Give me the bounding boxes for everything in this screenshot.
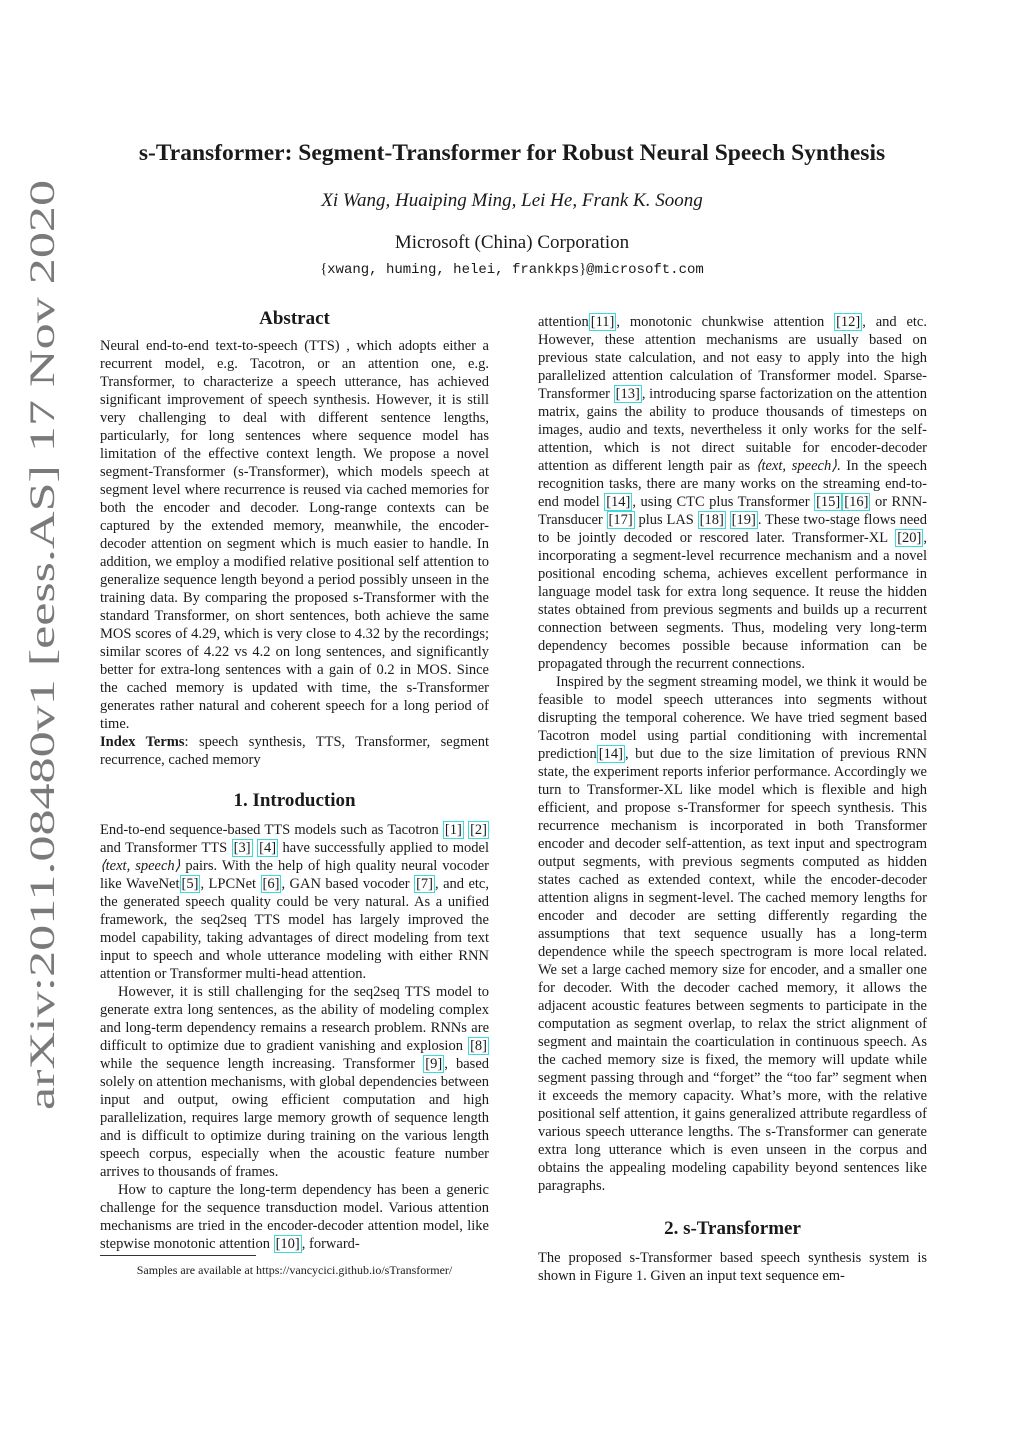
email-domain: @microsoft.com — [586, 262, 704, 278]
author-emails — [0, 259, 1024, 280]
citation-link[interactable]: [10] — [275, 1236, 300, 1252]
introduction-heading: 1. Introduction — [233, 790, 356, 811]
citation-link[interactable]: [16] — [844, 494, 869, 510]
intro-paragraph-2: However, it is still challenging for the seq2seq TTS model to generate extra long sentences, as the ability of modeling complex and long-term dependency remains a research problem. RNNs are difficult to optimize due to gradient vanishing and explosion [8] while the sequence length increasing. Transformer [9] , based solely on attention mechanisms, with global dependencies between input and output, owing efficient computation and high parallelization, requires large memory growth of sequence length and is difficult to optimize during training on the various length speech corpus, especially when the acoustic feature number arrives to thousands of frames. — [100, 984, 490, 1180]
citation-link[interactable]: [19] — [731, 512, 756, 528]
citation-link[interactable]: [12] — [836, 314, 861, 330]
citation-link[interactable]: [15] — [816, 494, 841, 510]
paper-authors: Xi Wang, Huaiping Ming, Lei He, Frank K. Soong — [321, 190, 703, 211]
citation-link[interactable]: [8] — [470, 1038, 487, 1054]
citation-link[interactable]: [14] — [606, 494, 631, 510]
right-column — [538, 313, 927, 1285]
footnote-samples-url: Samples are available at https://vancycici.github.io/sTransformer/ — [136, 1263, 453, 1277]
email-brace-close: } — [579, 261, 587, 277]
citation-link[interactable]: [18] — [699, 512, 724, 528]
s-transformer-heading: 2. s-Transformer — [664, 1218, 801, 1239]
citation-link[interactable]: [14] — [598, 746, 623, 762]
citation-link[interactable]: [2] — [470, 822, 487, 838]
citation-link[interactable]: [7] — [416, 876, 433, 892]
index-terms-text: : speech synthesis, TTS, Transformer, segment recurrence, cached memory — [100, 734, 489, 768]
paper-affiliation: Microsoft (China) Corporation — [394, 232, 630, 253]
s-transformer-paragraph-1: The proposed s-Transformer based speech synthesis system is shown in Figure 1. Given an input text sequence em- — [538, 1250, 927, 1284]
intro-paragraph-5: Inspired by the segment streaming model, we think it would be feasible to model speech utterances into segments without disrupting the temporal coherence. We have tried segment based Tacotron model using partial conditioning with incremental prediction [14] , but due to the size limitation of previous RNN state, the experiment reports inferior performance. Accordingly we turn to Transformer-XL like model which is flexible and high efficient, and propose s-Transformer for speech synthesis. This recurrence mechanism is incorporated in both Transformer encoder and decoder self-attention, as text input and spectrogram output segments, with previous segments computed as hidden states cached as extended context, while the encoder-decoder attention aligns in segment-level. The cached memory lengths for encoder and decoder are setting differently regarding the assumptions that text sequence usually has a long-term dependence while the speech spectrogram is more local related. We set a large cached memory size for encoder, and a smaller one for decoder. With the decoder cached memory, it allows the adjacent acoustic features between segments to participate in the computation as segment overlap, to relax the strict alignment of segment and maintain the coarticulation in continuous speech. As the cached memory size is fixed, the memory will update while segment passing through and “forget” the “too far” segment when it exceeds the memory capacity. What’s more, with the relative positional self attention, it gains generalized attribute regardless of various speech utterance lengths. The s-Transformer can generate extra long utterance which is even unseen in the corpus and obtains the appealing modeling capability beyond sentences like paragraphs. — [538, 674, 927, 1194]
index-terms-label: Index Terms — [100, 734, 185, 750]
citation-link[interactable]: [20] — [897, 530, 922, 546]
abstract-heading: Abstract — [259, 308, 330, 329]
arxiv-identifier-stamp — [14, 180, 70, 1110]
footnote-rule — [100, 1255, 256, 1256]
left-column — [100, 305, 489, 1253]
citation-link[interactable]: [1] — [444, 822, 462, 838]
abstract-text: Neural end-to-end text-to-speech (TTS) , which adopts either a recurrent model, e.g. Tacotron, or an attention one, e.g. Transformer, to characterize a speech utterance, has achieved significant improvement of speech synthesis. However, it is still very challenging to deal with different sentence lengths, particularly, for long sentences where sequence model has limitation of the effective context length. We propose a novel segment-Transformer (s-Transformer), which models speech at segment level where recurrence is reused via cached memories for both the encoder and decoder. Long-range contexts can be captured by the extended memory, meanwhile, the encoder-decoder attention on segment which is much easier to handle. In addition, we employ a modified relative positional self attention to generalize sequence length beyond a period possibly unseen in the training data. By comparing the proposed s-Transformer with the standard Transformer, on short sentences, both achieve the same MOS scores of 4.29, which is very close to 4.32 by the recordings; similar scores of 4.22 vs 4.2 on long sentences, and significantly better for extra-long sentences with a gain of 0.2 in MOS. Since the cached memory is updated with time, the s-Transformer generates rather natural and coherent speech for a long period of time. — [100, 338, 489, 732]
arxiv-stamp-text: arXiv:2011.08480v1 [eess.AS] 17 Nov 2020 — [22, 467, 62, 1110]
math-text-speech-pair: ⟨text, speech⟩ — [755, 458, 837, 474]
citation-link[interactable]: [13] — [615, 386, 640, 402]
citation-link[interactable]: [11] — [590, 314, 615, 330]
citation-link[interactable]: [4] — [259, 840, 277, 856]
paper-title: s-Transformer: Segment-Transformer for Robust Neural Speech Synthesis — [138, 140, 886, 166]
citation-link[interactable]: [5] — [181, 876, 199, 892]
email-brace-open: { — [320, 261, 328, 277]
intro-paragraph-4: attention [11] , monotonic chunkwise attention [12] , and etc. However, these attention mechanisms are usually based on previous state calculation, and not easy to apply into the high parallelized attention calculation of Transformer model. Sparse-Transformer [13] , introducing sparse factorization on the attention matrix, gains the ability to produce thousands of timesteps on images, audio and texts, nevertheless it only works for the self-attention, which is not direct suitable for encoder-decoder attention as different length pair as ⟨text, speech⟩. In the speech recognition tasks, there are many works on the streaming end-to-end model [14] , using CTC plus Transformer [15] [16] or RNN-Transducer [17] plus LAS [18] [19] . These two-stage flows need to be jointly decoded or rescored later. Transformer-XL [20] , incorporating a segment-level recurrence mechanism and a novel positional encoding schema, achieves excellent performance in language model task for extra long sequence. It reuse the hidden states obtained from previous segments and builds up a recurrent connection between segments. Thus, modeling very long-term dependency becomes possible because information can be propagated through the recurrent connections. — [538, 314, 927, 672]
math-text-speech-pair: ⟨text, speech⟩ — [100, 858, 181, 874]
citation-link[interactable]: [9] — [425, 1056, 443, 1072]
citation-link[interactable]: [6] — [262, 876, 280, 892]
citation-link[interactable]: [3] — [233, 840, 251, 856]
intro-paragraph-3: How to capture the long-term dependency has been a generic challenge for the sequence transduction model. Various attention mechanisms are tried in the encoder-decoder attention model, like stepwise monotonic attention [10] , forward- — [100, 1182, 489, 1252]
intro-paragraph-1: End-to-end sequence-based TTS models such as Tacotron [1] [2] and Transformer TTS [3] [4] have successfully applied to model ⟨text, speech⟩ pairs. With the help of high quality neural vocoder like WaveNet [5] , LPCNet [6] , GAN based vocoder [7] , and etc, the generated speech quality could be very natural. As a unified framework, the seq2seq TTS model has largely improved the model capability, taking advantages of direct modeling from text input to speech and whole utterance modeling with either RNN attention or Transformer multi-head attention. — [100, 822, 490, 982]
citation-link[interactable]: [17] — [608, 512, 633, 528]
index-terms — [100, 733, 489, 769]
email-names: xwang, huming, helei, frankkps — [327, 262, 580, 278]
